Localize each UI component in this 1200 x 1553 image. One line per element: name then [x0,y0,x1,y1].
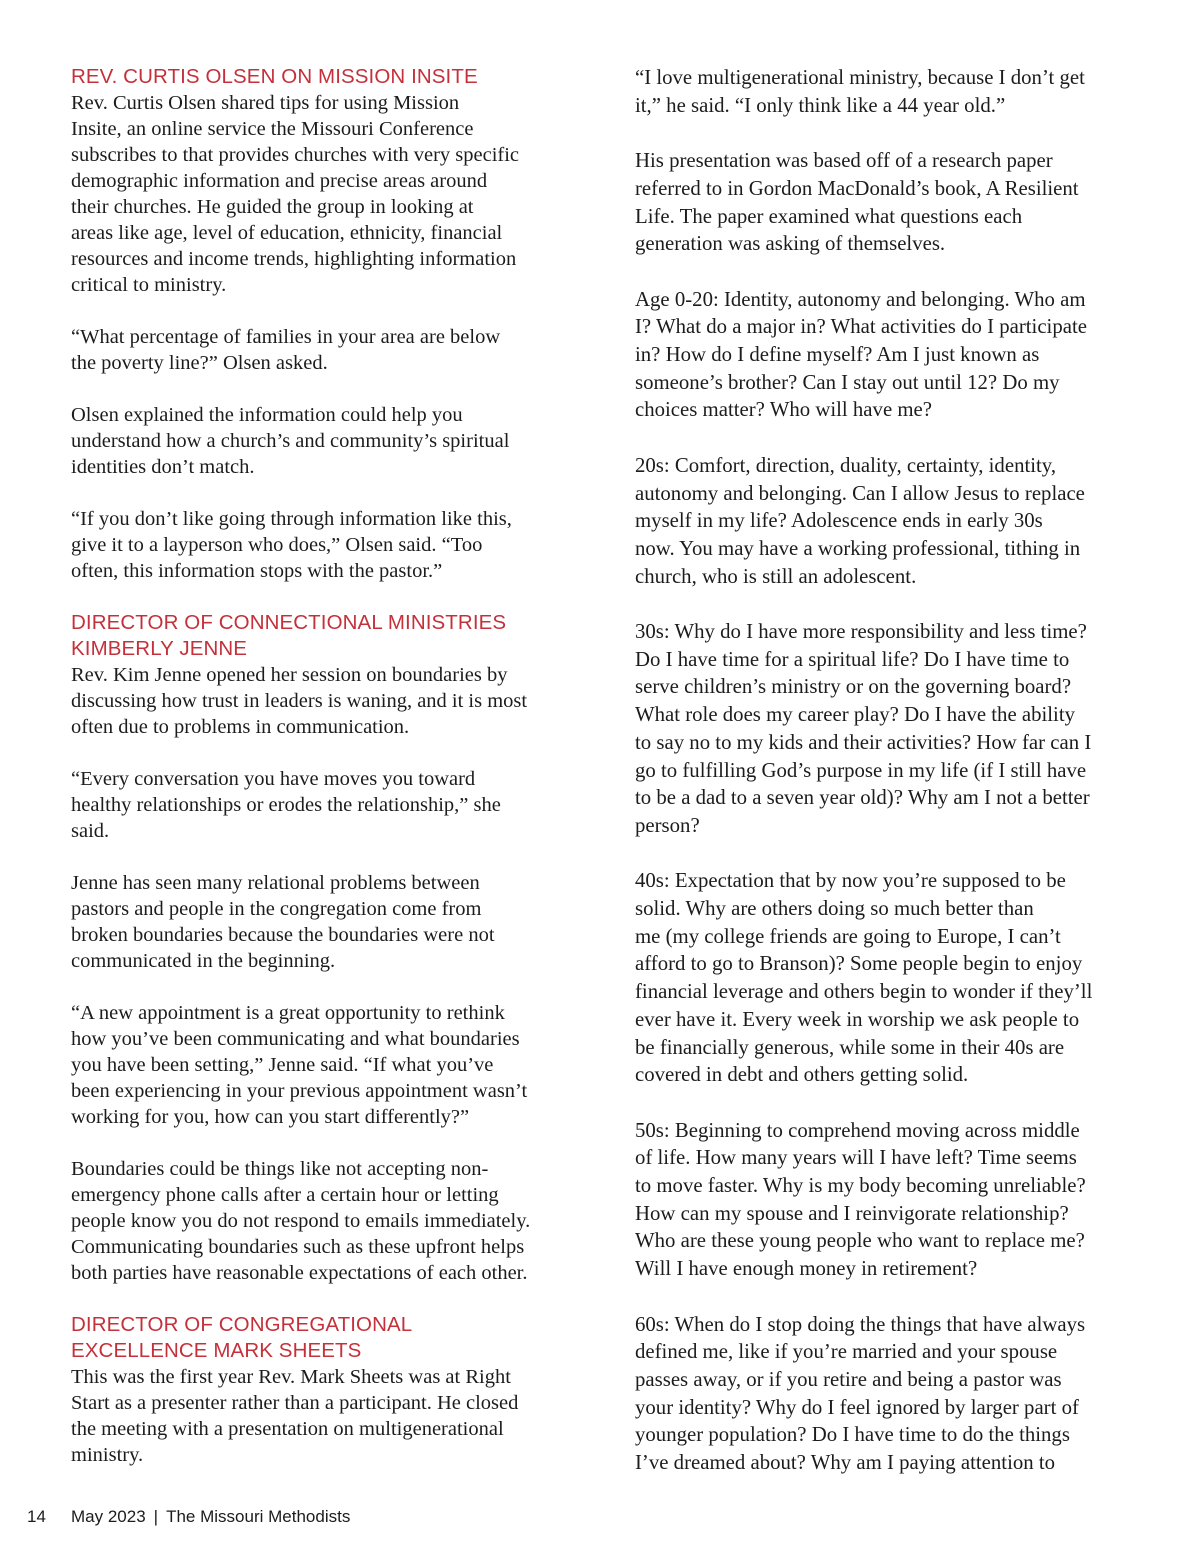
footer-separator: | [153,1507,159,1526]
paragraph: Jenne has seen many relational problems between pastors and people in the congregation come from broken boundaries because the boundaries were not communicated in the beginning. [71,872,495,972]
paragraph: 40s: Expectation that by now you’re supposed to be solid. Why are others doing so much better than me (my college friends are going to Europe, I can’t afford to go to Branson)? Some people begin to enjoy financial leverage and others begin to wonder if they’ll ever have it. Every week in worship we ask people to be financially generous, while some in their 40s are covered in debt and others getting solid. [635,869,1093,1087]
paragraph: Age 0-20: Identity, autonomy and belonging. Who am I? What do a major in? What activities do I participate in? How do I define myself? Am I just known as someone’s brother? Can I stay out until 12? Do my choices matter? Who will have me? [635,287,1087,422]
paragraph: 20s: Comfort, direction, duality, certainty, identity, autonomy and belonging. Can I allow Jesus to replace myself in my life? Adolescence ends in early 30s now. You may have a working professional, tithing in church, who is still an adolescent. [635,453,1085,588]
paragraph: “What percentage of families in your area are below the poverty line?” Olsen asked. [71,326,501,374]
issue-date: May 2023 [71,1507,146,1526]
page-footer [27,1507,350,1527]
paragraph: Rev. Kim Jenne opened her session on boundaries by discussing how trust in leaders is waning, and it is most often due to problems in communication. [71,664,528,738]
section-olsen [71,64,571,584]
paragraph: “A new appointment is a great opportunity to rethink how you’ve been communicating and what boundaries you have been setting,” Jenne said. “If what you’ve been experiencing in your previous appointment wasn’t working for you, how can you start differently?” [71,1002,528,1128]
paragraph: Rev. Curtis Olsen shared tips for using Mission Insite, an online service the Missouri Conference subscribes to that provides churches with very specific demographic information and precise areas around their churches. He guided the group in looking at areas like age, level of education, ethnicity, financial resources and income trends, highlighting information critical to ministry. [71,92,520,296]
page-number: 14 [27,1507,46,1526]
paragraph: This was the first year Rev. Mark Sheets was at Right Start as a presenter rather than a participant. He closed the meeting with a presentation on multigenerational ministry. [71,1366,519,1466]
section-heading: REV. CURTIS OLSEN ON MISSION INSITE [71,65,478,88]
section-sheets [71,1312,571,1468]
paragraph: 30s: Why do I have more responsibility and less time? Do I have time for a spiritual life? Do I have time to serve children’s ministry or on the governing board? What role does my career play? Do I have the ability to say no to my kids and their activities? How far can I go to fulfilling God’s purpose in my life (if I still have to be a dad to a seven year old)? Why am I not a better person? [635,620,1092,837]
paragraph: Boundaries could be things like not accepting non- emergency phone calls after a certain hour or letting people know you do not respond to emails immediately. Communicating boundaries such as these upfront helps both parties have reasonable expectations of each other. [71,1158,531,1284]
paragraph: “If you don’t like going through information like this, give it to a layperson who does,” Olsen said. “Too often, this information stops with the pastor.” [71,508,512,582]
left-column [71,64,571,1494]
section-heading: DIRECTOR OF CONNECTIONAL MINISTRIES KIMBERLY JENNE [71,611,507,660]
paragraph: “I love multigenerational ministry, because I don’t get it,” he said. “I only think like a 44 year old.” [635,66,1085,117]
paragraph: 50s: Beginning to comprehend moving across middle of life. How many years will I have left? Time seems to move faster. Why is my body becoming unreliable? How can my spouse and I reinvigorate relationship? Who are these young people who want to replace me? Will I have enough money in retirement? [635,1118,1086,1281]
right-column [635,64,1135,1504]
paragraph: His presentation was based off of a research paper referred to in Gordon MacDonald’s book, A Resilient Life. The paper examined what questions each generation was asking of themselves. [635,149,1079,256]
paragraph: “Every conversation you have moves you toward healthy relationships or erodes the relationship,” she said. [71,768,501,842]
paragraph: Olsen explained the information could help you understand how a church’s and community’s spiritual identities don’t match. [71,404,510,478]
publication-name: The Missouri Methodists [166,1507,351,1526]
paragraph: 60s: When do I stop doing the things that have always defined me, like if you’re married and your spouse passes away, or if you retire and being a pastor was your identity? Why do I feel ignored by larger part of younger population? Do I have time to do the things I’ve dreamed about? Why am I paying attention to [635,1312,1086,1475]
section-jenne [71,610,571,1286]
section-heading: DIRECTOR OF CONGREGATIONAL EXCELLENCE MARK SHEETS [71,1313,413,1362]
